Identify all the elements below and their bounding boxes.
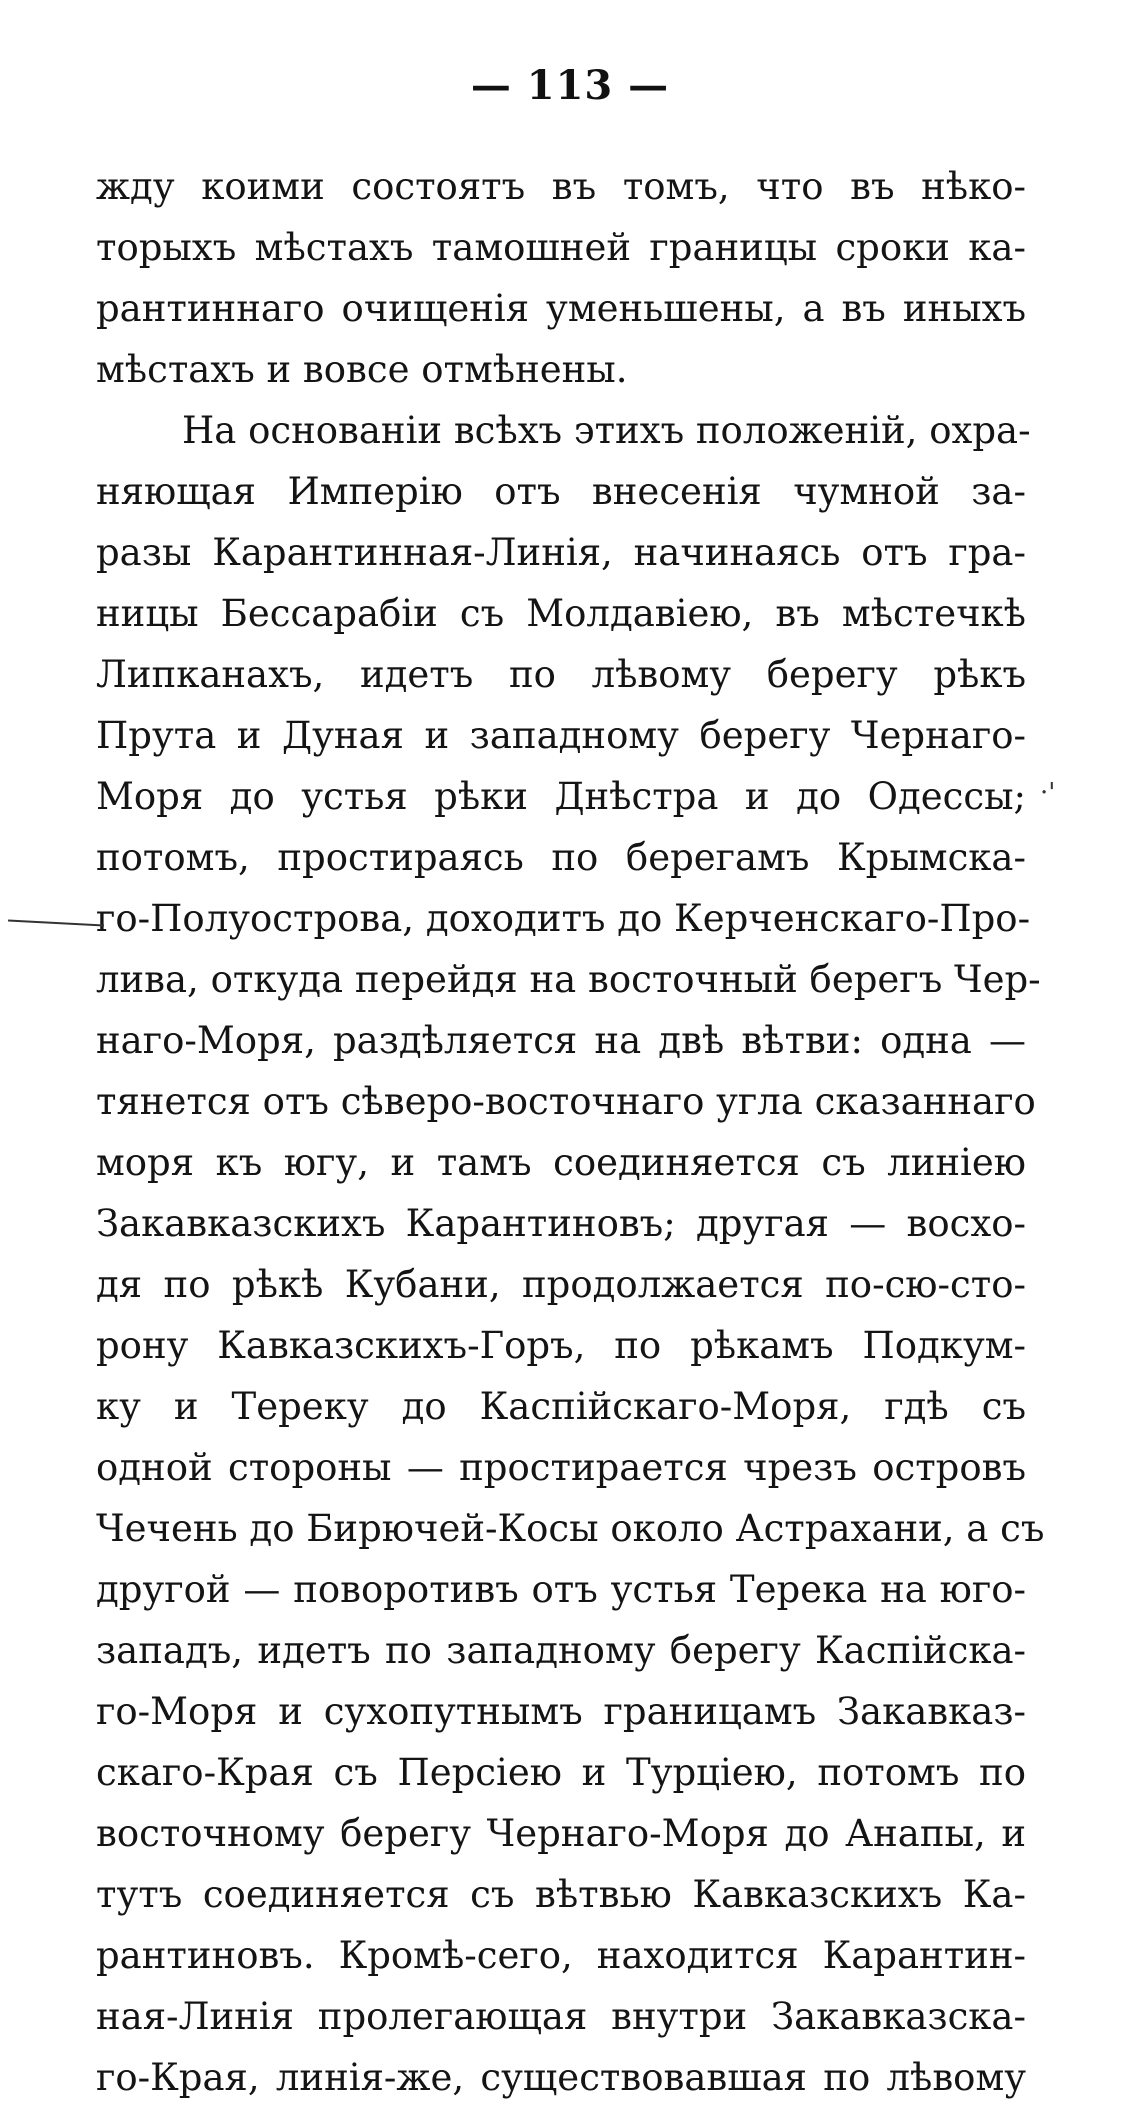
text-line: го-Полуострова, доходитъ до Керченскаго-Про-	[96, 897, 1031, 940]
text-line: наго-Моря, раздѣляется на двѣ вѣтви: одна —	[96, 1019, 1026, 1062]
text-line: На основаніи всѣхъ этихъ положеній, охра-	[182, 409, 1031, 452]
text-line: Липканахъ, идетъ по лѣвому берегу рѣкъ	[96, 653, 1026, 696]
text-line: ку и Тереку до Каспійскаго-Моря, гдѣ съ	[96, 1385, 1026, 1428]
text-line: Прута и Дуная и западному берегу Чернаго-	[96, 714, 1026, 757]
text-line: потомъ, простираясь по берегамъ Крымска-	[96, 836, 1026, 879]
body-text	[96, 156, 1045, 2108]
text-line: западъ, идетъ по западному берегу Каспійска-	[96, 1629, 1026, 1672]
text-line: няющая Имперію отъ внесенія чумной за-	[96, 470, 1026, 513]
text-line: тутъ соединяется съ вѣтвью Кавказскихъ Ка-	[96, 1873, 1026, 1916]
text-line: Моря до устья рѣки Днѣстра и до Одессы;	[96, 775, 1026, 818]
text-line: восточному берегу Чернаго-Моря до Анапы, и	[96, 1812, 1026, 1855]
text-line: ницы Бессарабіи съ Молдавіею, въ мѣстечкѣ	[96, 592, 1026, 635]
text-line: Закавказскихъ Карантиновъ; другая — восхо-	[96, 1202, 1026, 1245]
text-line: тянется отъ сѣверо-восточнаго угла сказаннаго	[96, 1080, 1036, 1123]
text-line: Чечень до Бирючей-Косы около Астрахани, а съ	[96, 1507, 1045, 1550]
text-line: дя по рѣкѣ Кубани, продолжается по-сю-сто-	[96, 1263, 1026, 1306]
text-line: другой — поворотивъ отъ устья Терека на юго-	[96, 1568, 1026, 1611]
text-line: торыхъ мѣстахъ тамошней границы сроки ка-	[96, 226, 1026, 269]
text-line: го-Моря и сухопутнымъ границамъ Закавказ-	[96, 1690, 1026, 1733]
text-line: одной стороны — простирается чрезъ островъ	[96, 1446, 1026, 1489]
page-number: — 113 —	[470, 62, 670, 109]
text-line: моря къ югу, и тамъ соединяется съ линіею	[96, 1141, 1026, 1184]
text-line: рону Кавказскихъ-Горъ, по рѣкамъ Подкум-	[96, 1324, 1026, 1367]
text-line: разы Карантинная-Линія, начинаясь отъ гра-	[96, 531, 1026, 574]
text-line: лива, откуда перейдя на восточный берегъ Чер-	[96, 958, 1041, 1001]
text-line: скаго-Края съ Персіею и Турціею, потомъ по	[96, 1751, 1026, 1794]
text-line: го-Края, линія-же, существовавшая по лѣвому	[96, 2056, 1026, 2099]
margin-annotation-line	[8, 919, 104, 926]
text-line: мѣстахъ и вовсе отмѣнены.	[96, 348, 628, 391]
text-line: рантиннаго очищенія уменьшены, а въ иныхъ	[96, 287, 1026, 330]
text-line: ная-Линія пролегающая внутри Закавказска-	[96, 1995, 1026, 2038]
text-line: жду коими состоятъ въ томъ, что въ нѣко-	[96, 165, 1026, 208]
text-line: рантиновъ. Кромѣ-сего, находится Карантин-	[96, 1934, 1026, 1977]
margin-annotation-mark: ·'	[1040, 778, 1056, 808]
